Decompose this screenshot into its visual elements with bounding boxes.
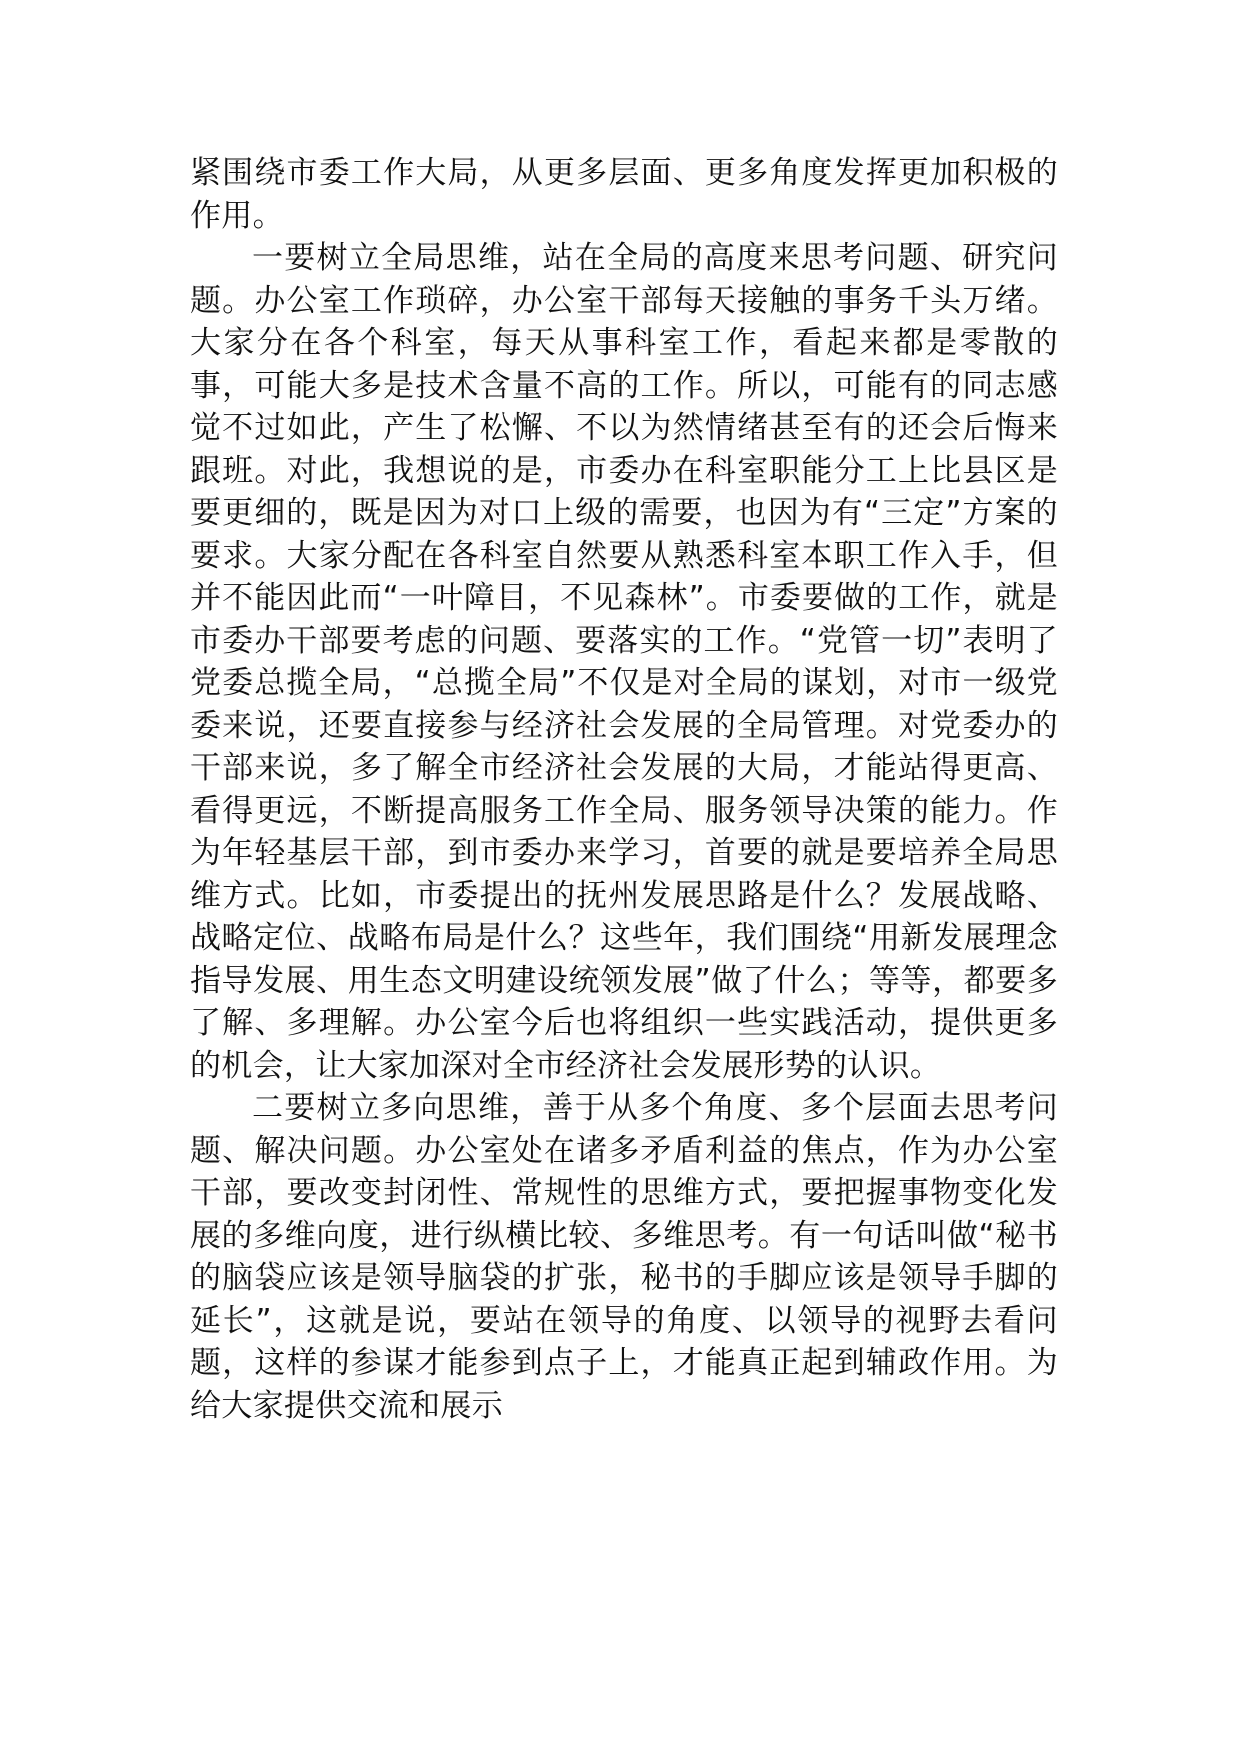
paragraph-global-thinking: 一要树立全局思维，站在全局的高度来思考问题、研究问题。办公室工作琐碎，办公室干部每天接触的事务千头万绪。大家分在各个科室，每天从事科室工作，看起来都是零散的事，可能大多是技术含量不高的工作。所以，可能有的同志感觉不过如此，产生了松懈、不以为然情绪甚至有的还会后悔来跟班。对此，我想说的是，市委办在科室职能分工上比县区是要更细的，既是因为对口上级的需要，也因为有“三定”方案的要求。大家分配在各科室自然要从熟悉科室本职工作入手，但并不能因此而“一叶障目，不见森林”。市委要做的工作，就是市委办干部要考虑的问题、要落实的工作。“党管一切”表明了党委总揽全局，“总揽全局”不仅是对全局的谋划，对市一级党委来说，还要直接参与经济社会发展的全局管理。对党委办的干部来说，多了解全市经济社会发展的大局，才能站得更高、看得更远，不断提高服务工作全局、服务领导决策的能力。作为年轻基层干部，到市委办来学习，首要的就是要培养全局思维方式。比如，市委提出的抚州发展思路是什么？发展战略、战略定位、战略布局是什么？这些年，我们围绕“用新发展理念指导发展、用生态文明建设统领发展”做了什么；等等，都要多了解、多理解。办公室今后也将组织一些实践活动，提供更多的机会，让大家加深对全市经济社会发展形势的认识。	[190, 240, 1058, 1084]
paragraph-multi-thinking: 二要树立多向思维，善于从多个角度、多个层面去思考问题、解决问题。办公室处在诸多矛盾利益的焦点，作为办公室干部，要改变封闭性、常规性的思维方式，要把握事物变化发展的多维向度，进行纵横比较、多维思考。有一句话叫做“秘书的脑袋应该是领导脑袋的扩张，秘书的手脚应该是领导手脚的延长”，这就是说，要站在领导的角度、以领导的视野去看问题，这样的参谋才能参到点子上，才能真正起到辅政作用。为给大家提供交流和展示	[190, 1090, 1058, 1424]
document-page	[190, 152, 1058, 1427]
paragraph-continued: 紧围绕市委工作大局，从更多层面、更多角度发挥更加积极的作用。	[190, 155, 1058, 234]
